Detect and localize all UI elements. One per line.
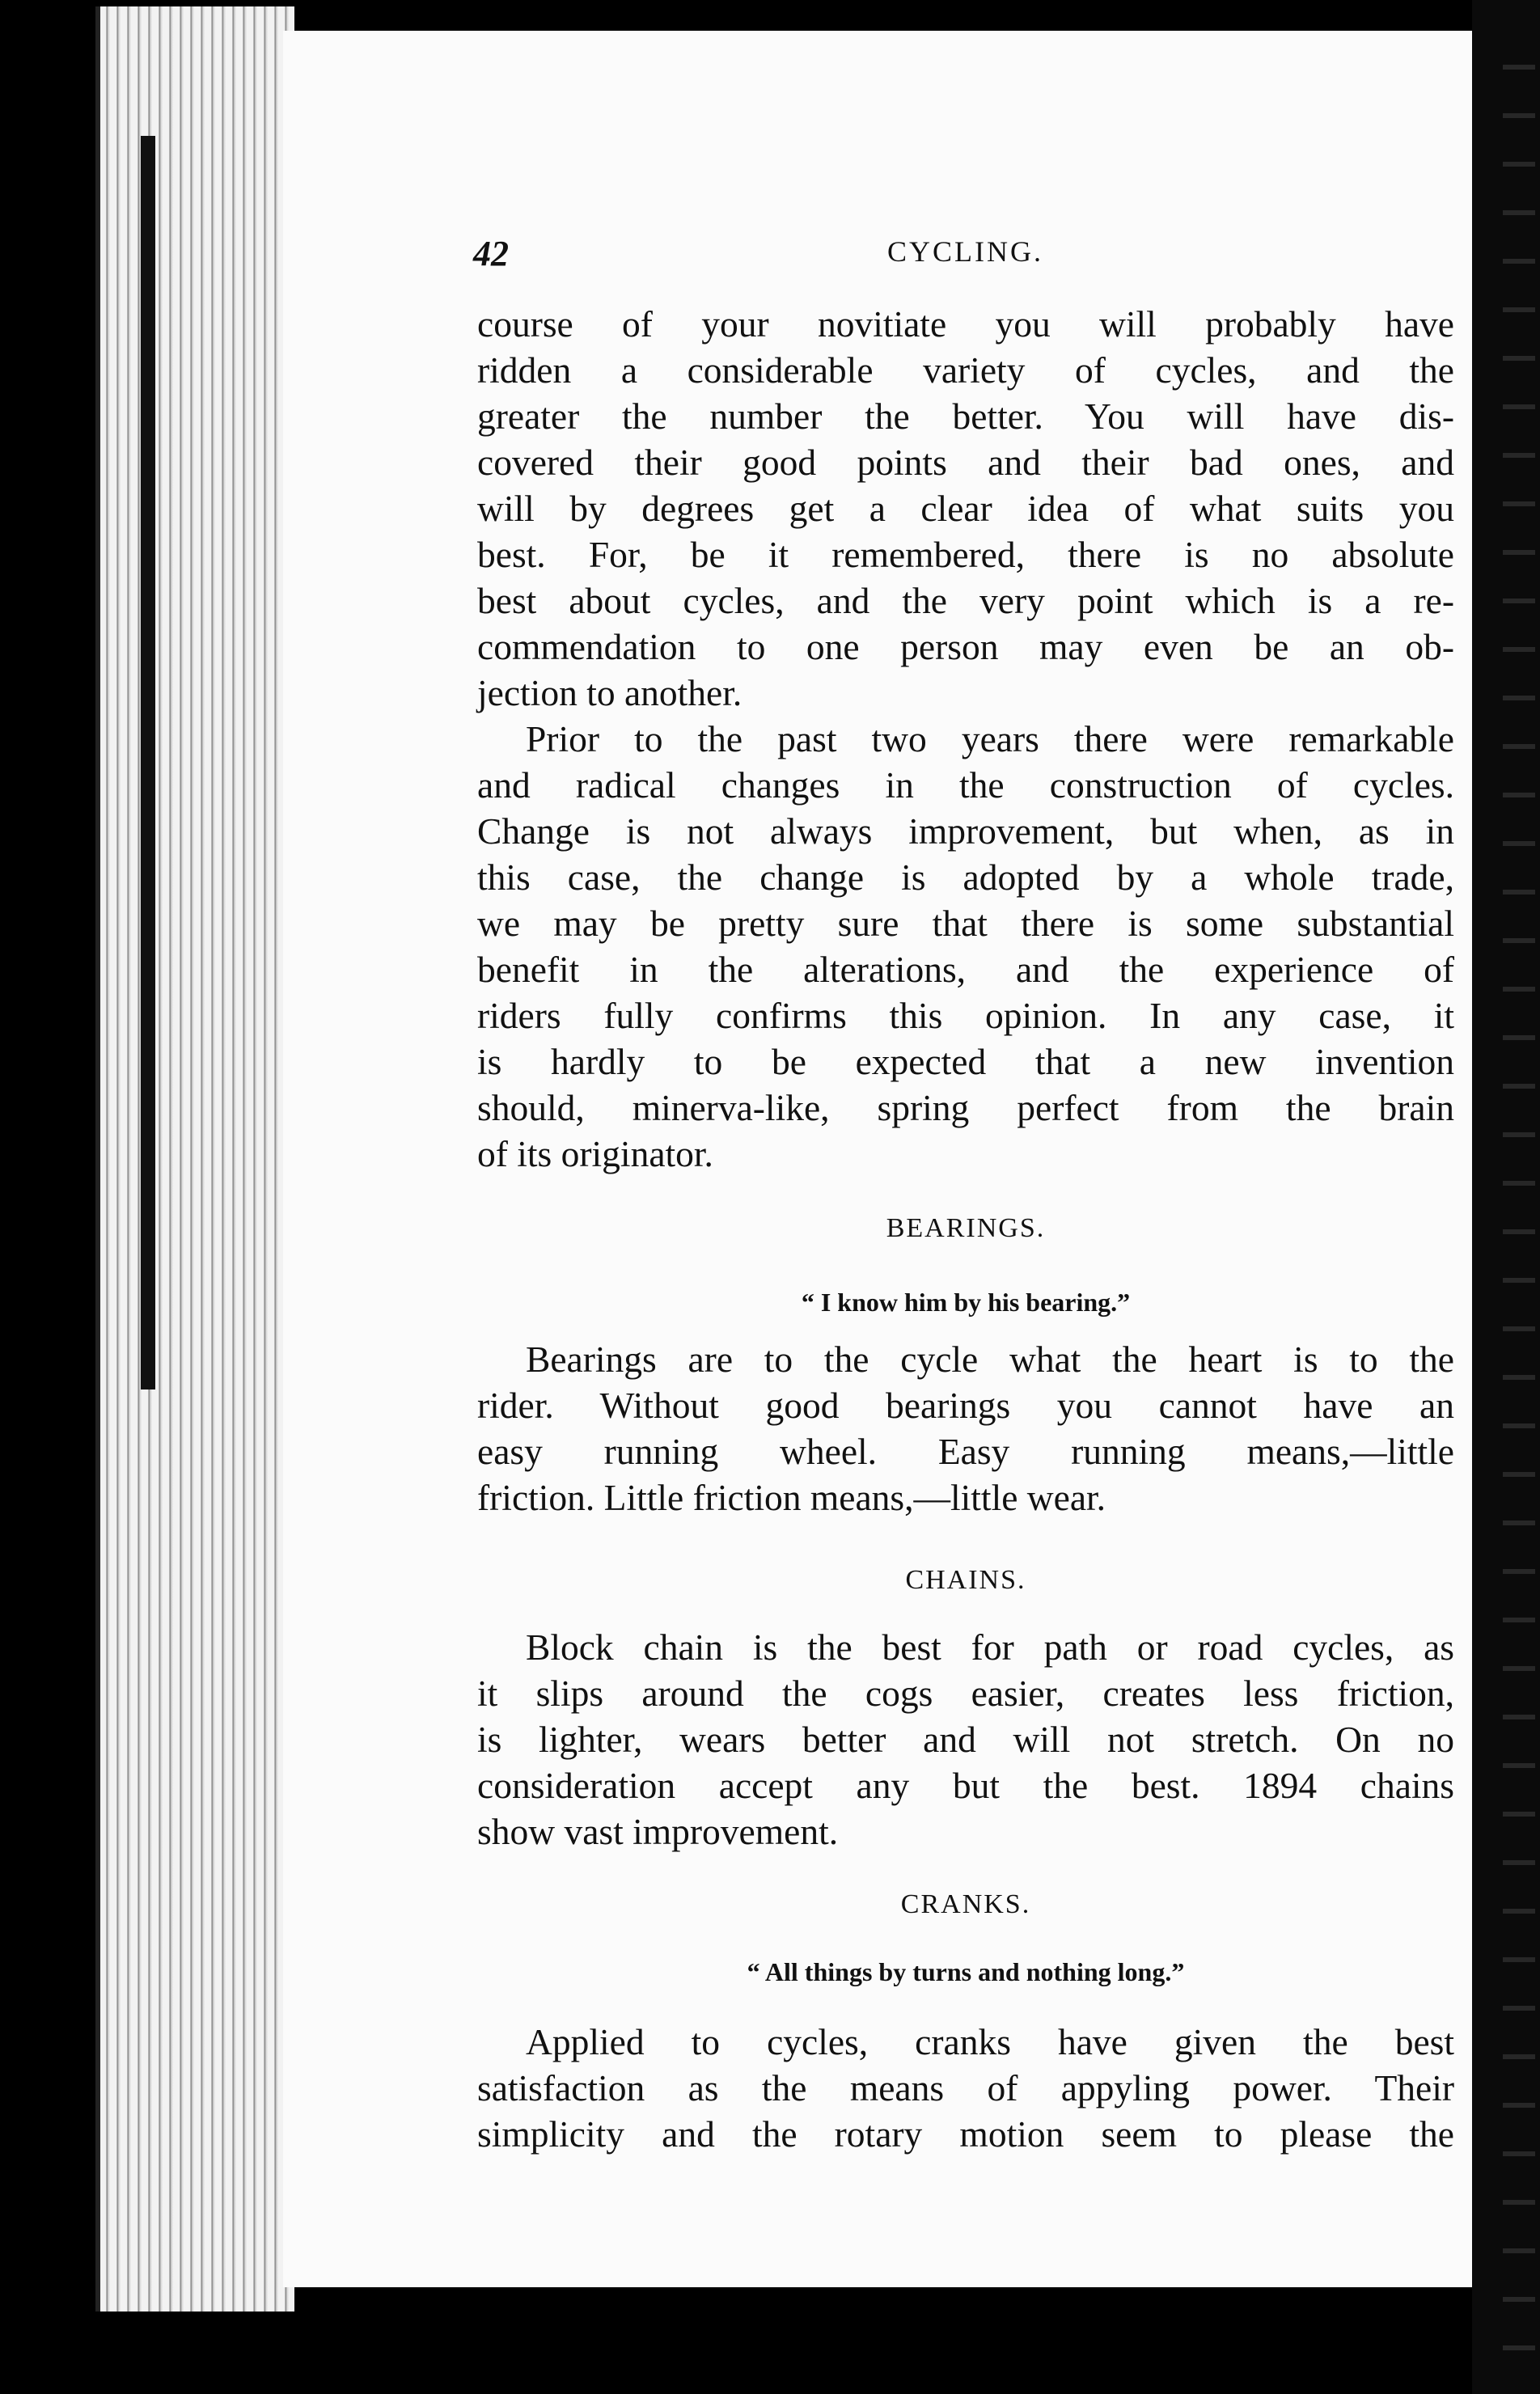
text-line: Block chain is the best for path or road cycles, as <box>526 1626 1454 1668</box>
text-line: simplicity and the rotary motion seem to please the <box>477 2113 1454 2155</box>
text-line: Change is not always improvement, but when, as in <box>477 810 1454 852</box>
facing-page-bleed <box>1503 32 1535 2362</box>
text-line: should, minerva-like, spring perfect from the brain <box>477 1087 1454 1128</box>
paragraph-chains <box>477 1624 1454 1855</box>
section-heading-cranks: CRANKS. <box>900 1889 1031 1919</box>
text-line: rider. Without good bearings you cannot have an <box>477 1385 1454 1426</box>
text-line: show vast improvement. <box>477 1811 839 1852</box>
book-page-edges <box>95 6 294 2312</box>
text-line: greater the number the better. You will have dis- <box>477 395 1454 437</box>
running-title: CYCLING. <box>887 235 1043 268</box>
text-line: Applied to cycles, cranks have given the best <box>526 2021 1454 2062</box>
page-number: 42 <box>473 234 509 273</box>
text-line: jection to another. <box>477 672 742 713</box>
text-line: ridden a considerable variety of cycles, and the <box>477 349 1454 391</box>
text-line: benefit in the alterations, and the experience of <box>477 949 1454 990</box>
paragraph-bearings <box>477 1336 1454 1521</box>
text-line: satisfaction as the means of appyling power. Their <box>477 2067 1454 2108</box>
epigraph-bearings: “ I know him by his bearing.” <box>801 1288 1131 1317</box>
text-line: riders fully confirms this opinion. In any case, it <box>477 995 1454 1036</box>
paragraph-cranks <box>477 2019 1454 2157</box>
text-line: consideration accept any but the best. 1894 chains <box>477 1765 1454 1806</box>
section-heading-bearings: BEARINGS. <box>886 1213 1046 1243</box>
text-line: course of your novitiate you will probably have <box>477 303 1454 345</box>
text-line: will by degrees get a clear idea of what suits you <box>477 488 1454 529</box>
text-line: is hardly to be expected that a new invention <box>477 1041 1454 1082</box>
text-line: Bearings are to the cycle what the heart is to the <box>526 1339 1454 1380</box>
text-line: best about cycles, and the very point which is a re- <box>477 580 1454 621</box>
section-heading-chains: CHAINS. <box>905 1565 1026 1595</box>
text-line: this case, the change is adopted by a whole trade, <box>477 857 1454 898</box>
running-head <box>473 233 1448 281</box>
text-line: easy running wheel. Easy running means,—little <box>477 1431 1454 1472</box>
text-line: of its originator. <box>477 1133 713 1174</box>
text-line: commendation to one person may even be an ob- <box>477 626 1454 667</box>
text-line: friction. Little friction means,—little wear. <box>477 1477 1106 1518</box>
epigraph-cranks: “ All things by turns and nothing long.” <box>747 1957 1185 1986</box>
text-line: is lighter, wears better and will not stretch. On no <box>477 1719 1454 1760</box>
text-line: and radical changes in the construction of cycles. <box>477 764 1454 806</box>
text-line: best. For, be it remembered, there is no absolute <box>477 534 1454 575</box>
text-line: it slips around the cogs easier, creates less friction, <box>477 1673 1454 1714</box>
page-edge-shadow <box>141 136 155 1389</box>
text-line: covered their good points and their bad ones, and <box>477 442 1454 483</box>
paragraph-intro-1 <box>477 301 1454 716</box>
text-line: we may be pretty sure that there is some substantial <box>477 903 1454 944</box>
paragraph-intro-2 <box>477 716 1454 1177</box>
text-line: Prior to the past two years there were remarkable <box>526 718 1454 759</box>
